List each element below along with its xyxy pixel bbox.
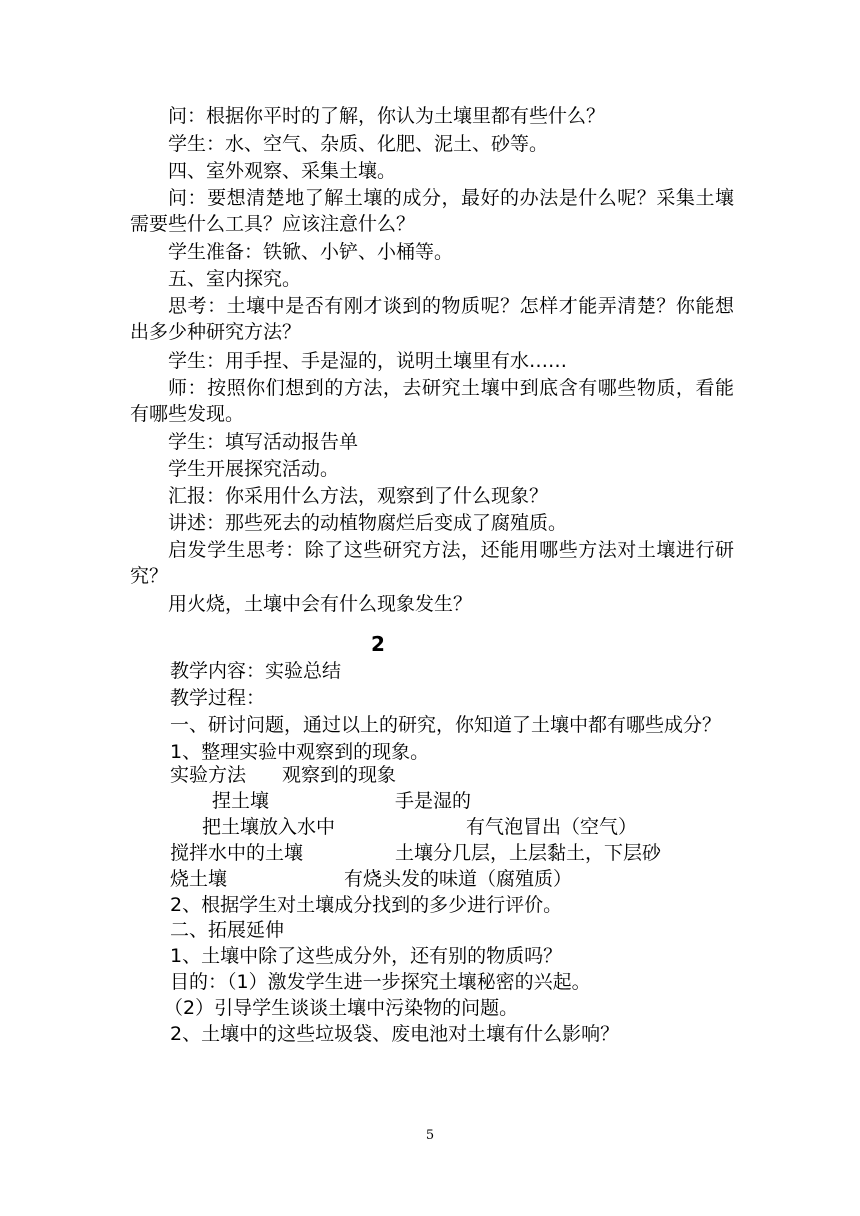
paragraph: （2）引导学生谈谈土壤中污染物的问题。 bbox=[164, 997, 519, 1019]
table-cell-observation: 手是湿的 bbox=[395, 790, 472, 812]
paragraph: 问：根据你平时的了解，你认为土壤里都有些什么？ bbox=[168, 105, 606, 127]
paragraph: 教学内容：实验总结 bbox=[170, 660, 342, 682]
paragraph: 五、室内探究。 bbox=[168, 268, 302, 290]
table-cell-observation: 有烧头发的味道（腐殖质） bbox=[344, 868, 573, 890]
paragraph: 目的：（1）激发学生进一步探究土壤秘密的兴起。 bbox=[170, 971, 591, 993]
paragraph: 问：要想清楚地了解土壤的成分，最好的办法是什么呢？采集土壤需要些什么工具？应该注意什么？ bbox=[130, 187, 734, 235]
paragraph: 二、拓展延伸 bbox=[170, 919, 285, 941]
paragraph: 学生：填写活动报告单 bbox=[168, 431, 359, 453]
paragraph: 师：按照你们想到的方法，去研究土壤中到底含有哪些物质，看能有哪些发现。 bbox=[130, 377, 734, 425]
page-number: 5 bbox=[425, 1128, 435, 1143]
paragraph: 1、整理实验中观察到的现象。 bbox=[170, 741, 430, 763]
table-cell-method: 捏土壤 bbox=[212, 790, 270, 812]
paragraph: 讲述：那些死去的动植物腐烂后变成了腐殖质。 bbox=[168, 512, 568, 534]
paragraph: 汇报：你采用什么方法，观察到了什么现象？ bbox=[168, 485, 549, 507]
table-cell-method: 搅拌水中的土壤 bbox=[170, 842, 304, 864]
paragraph: 学生：用手捏、手是湿的，说明土壤里有水…… bbox=[168, 350, 568, 372]
paragraph: 启发学生思考：除了这些研究方法，还能用哪些方法对土壤进行研究？ bbox=[130, 539, 734, 587]
section-heading: 2 bbox=[371, 632, 385, 656]
paragraph: 用火烧，土壤中会有什么现象发生？ bbox=[168, 593, 473, 615]
table-header-method: 实验方法 bbox=[170, 764, 247, 786]
paragraph: 思考：土壤中是否有刚才谈到的物质呢？怎样才能弄清楚？你能想出多少种研究方法？ bbox=[130, 295, 734, 343]
paragraph: 四、室外观察、采集土壤。 bbox=[168, 160, 397, 182]
table-cell-observation: 有气泡冒出（空气） bbox=[466, 816, 638, 838]
paragraph: 2、土壤中的这些垃圾袋、废电池对土壤有什么影响？ bbox=[170, 1023, 620, 1045]
paragraph: 2、根据学生对土壤成分找到的多少进行评价。 bbox=[170, 894, 563, 916]
table-cell-method: 把土壤放入水中 bbox=[202, 816, 336, 838]
paragraph: 学生：水、空气、杂质、化肥、泥土、砂等。 bbox=[168, 133, 549, 155]
paragraph: 学生准备：铁锨、小铲、小桶等。 bbox=[168, 241, 454, 263]
table-cell-observation: 土壤分几层，上层黏土，下层砂 bbox=[395, 842, 662, 864]
table-header-observation: 观察到的现象 bbox=[282, 764, 397, 786]
table-cell-method: 烧土壤 bbox=[170, 868, 228, 890]
paragraph: 教学过程： bbox=[170, 687, 266, 709]
paragraph: 1、土壤中除了这些成分外，还有别的物质吗？ bbox=[170, 945, 563, 967]
paragraph: 一、研讨问题，通过以上的研究，你知道了土壤中都有哪些成分？ bbox=[170, 714, 722, 736]
paragraph: 学生开展探究活动。 bbox=[168, 458, 340, 480]
